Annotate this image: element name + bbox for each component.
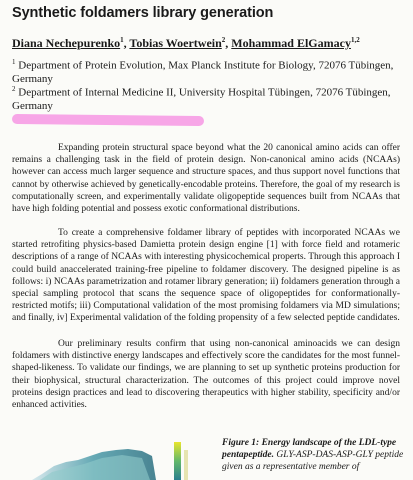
figure-caption [222, 437, 412, 473]
abstract-paragraph: Expanding protein structural space beyond what the 20 canonical amino acids can offer remains a challenging task in the field of protein design. Non-canonical amino acids (NCAAs) however can access much larger sequence and structure spaces, and thus support novel functions that cannot by otherwise achieved by genetically-encodable proteins. Therefore, the goal of my research is computationally screen, and experimentally validate oligopeptide sequences built from NCAAs that have high folding potential and possess exotic conformational distributions. [12, 143, 400, 215]
figure-caption-title: Figure 1: Energy landscape of the LDL-type pentapeptide. [222, 438, 397, 460]
author-affiliation-mark: 1 [120, 36, 124, 44]
affiliation [12, 56, 407, 86]
figure-caption-text: peptide given as a representative member of [222, 450, 404, 472]
author-name: Mohammad ElGamacy [231, 36, 351, 50]
author-affiliation-mark: 2 [221, 36, 226, 44]
abstract-paragraph: To create a comprehensive foldamer library of peptides with incorporated NCAAs we started retrofiting physics-based Damietta protein design engine [1] with force field and rotameric descriptions of a range of NCAAs with interesting physicochemical properts. Through this approach I could build anaccelerated training-free pipeline to foldamer discovery. The designed pipeline is as follows: i) NCAAs parametrization and rotamer library generation; ii) foldamers generation through a special sampling protocol that scans the sequence space of oligopeptides for conformationally-restricted motifs; iii) Computational validation of the most promising foldamers via MD simulations; and finally, iv] Experimental validation of the folding propensity of a few selected peptide candidates. [12, 228, 400, 324]
affiliation-mark: 2 [12, 85, 16, 93]
author-name: Diana Nechepurenko [12, 36, 121, 50]
author-name: Tobias Woertwein [129, 36, 222, 50]
energy-landscape-figure [32, 436, 198, 480]
affiliation [12, 83, 407, 113]
author-list: Diana Nechepurenko$^1$, Tobias Woertwein$^2$, Mohammad ElGamacy$^{1,2}$ [12, 36, 360, 50]
redaction-highlight [12, 114, 204, 126]
abstract-paragraph: Our preliminary results confirm that using non-canonical aminoacids we can design foldamers with distinctive energy landscapes and effectively score the candidates for the most funnel-shaped-likeness. To validate our findings, we are planning to set up synthetic proteins production for their biophysical, structural characterization. The outcomes of this project could improve novel proteins design practices and lead to discovering therapeutics with higher stability, specificity and/or enhanced activities. [12, 339, 400, 411]
affiliation-mark: 1 [12, 58, 16, 66]
affiliation-text: Department of Internal Medicine II, University Hospital Tübingen, 72076 Tübingen, Germany [12, 86, 391, 112]
paper-title: Synthetic foldamers library generation [12, 5, 274, 21]
affiliation-text: Department of Protein Evolution, Max Planck Institute for Biology, 72076 Tübingen, Germany [12, 59, 394, 85]
author-affiliation-mark: 1,2 [350, 36, 360, 44]
figure-caption-sequence: GLY-ASP-DAS-ASP-GLY [276, 450, 373, 460]
